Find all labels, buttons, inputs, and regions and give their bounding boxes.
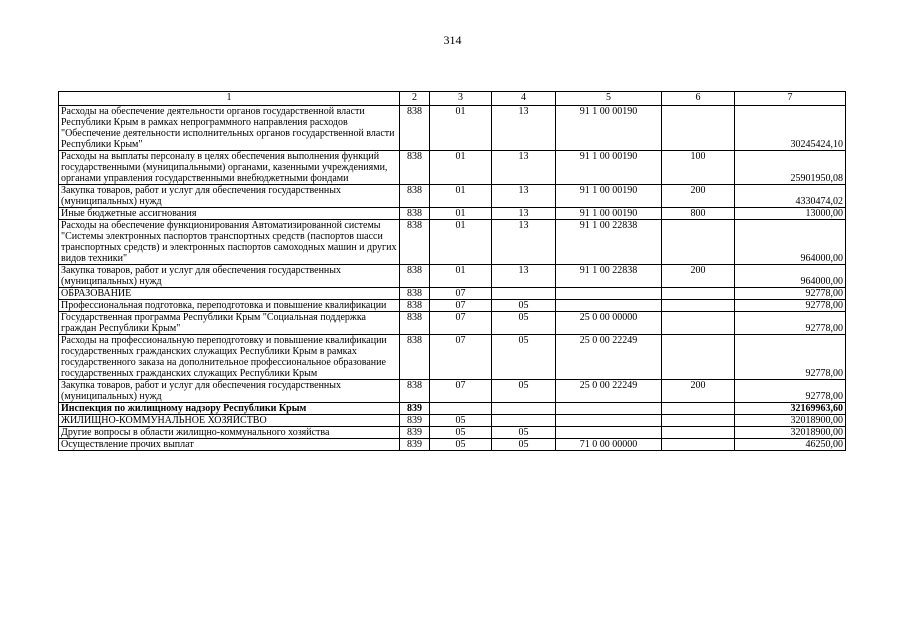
row-pr-cell: 13: [492, 185, 556, 208]
row-csr-cell: 91 1 00 00190: [556, 106, 662, 151]
row-sum-cell: 32169963,60: [735, 403, 846, 415]
row-gr-cell: 838: [400, 312, 430, 335]
table-row: [59, 151, 846, 185]
row-sum-cell: 92778,00: [735, 288, 846, 300]
table-row: [59, 185, 846, 208]
row-sum-cell: 30245424,10: [735, 106, 846, 151]
row-sum-cell: 92778,00: [735, 300, 846, 312]
row-vr-cell: [662, 288, 735, 300]
row-gr-cell: 839: [400, 439, 430, 451]
table-row: [59, 208, 846, 220]
row-rz-cell: 07: [430, 300, 492, 312]
row-gr-cell: 838: [400, 220, 430, 265]
table-row: [59, 220, 846, 265]
row-vr-cell: 200: [662, 185, 735, 208]
row-pr-cell: 13: [492, 151, 556, 185]
header-cell: 6: [662, 92, 735, 106]
table-row: [59, 439, 846, 451]
header-cell: 5: [556, 92, 662, 106]
row-gr-cell: 838: [400, 151, 430, 185]
row-name-cell: Расходы на обеспечение деятельности органов государственной власти Республики Крым в рамках непрограммного направления расходов "Обеспечение деятельности исполнительных органов государственной власти Республики Крым": [59, 106, 400, 151]
row-pr-cell: 13: [492, 220, 556, 265]
row-rz-cell: 07: [430, 288, 492, 300]
row-csr-cell: 71 0 00 00000: [556, 439, 662, 451]
row-gr-cell: 839: [400, 427, 430, 439]
row-sum-cell: 13000,00: [735, 208, 846, 220]
row-gr-cell: 838: [400, 335, 430, 380]
row-rz-cell: 05: [430, 427, 492, 439]
row-csr-cell: 91 1 00 00190: [556, 185, 662, 208]
row-name-cell: Государственная программа Республики Крым "Социальная поддержка граждан Республики Крым": [59, 312, 400, 335]
row-name-cell: Иные бюджетные ассигнования: [59, 208, 400, 220]
row-rz-cell: 01: [430, 185, 492, 208]
row-pr-cell: 05: [492, 335, 556, 380]
row-csr-cell: 25 0 00 22249: [556, 335, 662, 380]
row-csr-cell: 91 1 00 00190: [556, 151, 662, 185]
row-name-cell: Расходы на выплаты персоналу в целях обеспечения выполнения функций государственными (муниципальными) органами, казенными учреждениями, органами управления государственными внебюджетными фондами: [59, 151, 400, 185]
row-sum-cell: 4330474,02: [735, 185, 846, 208]
row-rz-cell: 01: [430, 220, 492, 265]
row-vr-cell: 200: [662, 380, 735, 403]
row-gr-cell: 839: [400, 403, 430, 415]
row-rz-cell: 01: [430, 151, 492, 185]
row-gr-cell: 839: [400, 415, 430, 427]
row-name-cell: Профессиональная подготовка, переподготовка и повышение квалификации: [59, 300, 400, 312]
row-vr-cell: 800: [662, 208, 735, 220]
row-csr-cell: [556, 427, 662, 439]
row-name-cell: Закупка товаров, работ и услуг для обеспечения государственных (муниципальных) нужд: [59, 265, 400, 288]
row-name-cell: Расходы на профессиональную переподготовку и повышение квалификации государственных гражданских служащих Республики Крым в рамках государственного заказа на дополнительное профессиональное образование государственных гражданских служащих Республики Крым: [59, 335, 400, 380]
row-name-cell: Расходы на обеспечение функционирования Автоматизированной системы "Системы электронных паспортов транспортных средств (паспортов шасси транспортных средств) и электронных паспортов самоходных машин и других видов техники": [59, 220, 400, 265]
row-name-cell: ОБРАЗОВАНИЕ: [59, 288, 400, 300]
row-vr-cell: [662, 220, 735, 265]
header-cell: 3: [430, 92, 492, 106]
header-cell: 4: [492, 92, 556, 106]
row-rz-cell: 01: [430, 265, 492, 288]
row-sum-cell: 92778,00: [735, 335, 846, 380]
table-row: [59, 380, 846, 403]
row-pr-cell: 05: [492, 427, 556, 439]
table-row: [59, 106, 846, 151]
row-name-cell: Инспекция по жилищному надзору Республики Крым: [59, 403, 400, 415]
table-row: [59, 265, 846, 288]
row-csr-cell: [556, 415, 662, 427]
row-rz-cell: 01: [430, 106, 492, 151]
row-vr-cell: [662, 312, 735, 335]
row-vr-cell: [662, 403, 735, 415]
row-csr-cell: 91 1 00 00190: [556, 208, 662, 220]
table-row: [59, 415, 846, 427]
row-csr-cell: 91 1 00 22838: [556, 220, 662, 265]
table-row: [59, 288, 846, 300]
table-row: [59, 403, 846, 415]
row-pr-cell: 05: [492, 300, 556, 312]
row-pr-cell: [492, 288, 556, 300]
row-pr-cell: [492, 415, 556, 427]
row-rz-cell: 07: [430, 380, 492, 403]
header-cell: 2: [400, 92, 430, 106]
row-gr-cell: 838: [400, 106, 430, 151]
row-rz-cell: 05: [430, 415, 492, 427]
row-vr-cell: [662, 106, 735, 151]
row-gr-cell: 838: [400, 185, 430, 208]
table-row: [59, 335, 846, 380]
row-gr-cell: 838: [400, 300, 430, 312]
row-name-cell: ЖИЛИЩНО-КОММУНАЛЬНОЕ ХОЗЯЙСТВО: [59, 415, 400, 427]
header-cell: 7: [735, 92, 846, 106]
row-csr-cell: 25 0 00 22249: [556, 380, 662, 403]
row-vr-cell: [662, 439, 735, 451]
row-csr-cell: [556, 403, 662, 415]
row-pr-cell: 13: [492, 106, 556, 151]
row-sum-cell: 92778,00: [735, 380, 846, 403]
row-pr-cell: 13: [492, 265, 556, 288]
row-pr-cell: [492, 403, 556, 415]
row-sum-cell: 32018900,00: [735, 427, 846, 439]
row-name-cell: Закупка товаров, работ и услуг для обеспечения государственных (муниципальных) нужд: [59, 185, 400, 208]
row-gr-cell: 838: [400, 208, 430, 220]
row-pr-cell: 05: [492, 380, 556, 403]
row-gr-cell: 838: [400, 380, 430, 403]
row-rz-cell: [430, 403, 492, 415]
row-vr-cell: [662, 300, 735, 312]
row-sum-cell: 46250,00: [735, 439, 846, 451]
row-csr-cell: [556, 300, 662, 312]
row-rz-cell: 07: [430, 335, 492, 380]
row-gr-cell: 838: [400, 265, 430, 288]
row-pr-cell: 05: [492, 312, 556, 335]
row-sum-cell: 32018900,00: [735, 415, 846, 427]
row-sum-cell: 964000,00: [735, 220, 846, 265]
row-vr-cell: [662, 415, 735, 427]
budget-table: [58, 91, 846, 451]
row-rz-cell: 07: [430, 312, 492, 335]
row-pr-cell: 13: [492, 208, 556, 220]
row-pr-cell: 05: [492, 439, 556, 451]
page-number: 314: [443, 33, 462, 47]
row-sum-cell: 25901950,08: [735, 151, 846, 185]
row-csr-cell: 91 1 00 22838: [556, 265, 662, 288]
row-gr-cell: 838: [400, 288, 430, 300]
row-rz-cell: 05: [430, 439, 492, 451]
header-cell: 1: [59, 92, 400, 106]
row-name-cell: Другие вопросы в области жилищно-коммунального хозяйства: [59, 427, 400, 439]
row-name-cell: Осуществление прочих выплат: [59, 439, 400, 451]
row-sum-cell: 92778,00: [735, 312, 846, 335]
row-vr-cell: [662, 427, 735, 439]
table-row: [59, 300, 846, 312]
table-header-row: [59, 92, 846, 106]
row-vr-cell: 200: [662, 265, 735, 288]
table-row: [59, 427, 846, 439]
row-vr-cell: [662, 335, 735, 380]
row-csr-cell: 25 0 00 00000: [556, 312, 662, 335]
row-sum-cell: 964000,00: [735, 265, 846, 288]
table-row: [59, 312, 846, 335]
row-csr-cell: [556, 288, 662, 300]
row-vr-cell: 100: [662, 151, 735, 185]
row-name-cell: Закупка товаров, работ и услуг для обеспечения государственных (муниципальных) нужд: [59, 380, 400, 403]
row-rz-cell: 01: [430, 208, 492, 220]
